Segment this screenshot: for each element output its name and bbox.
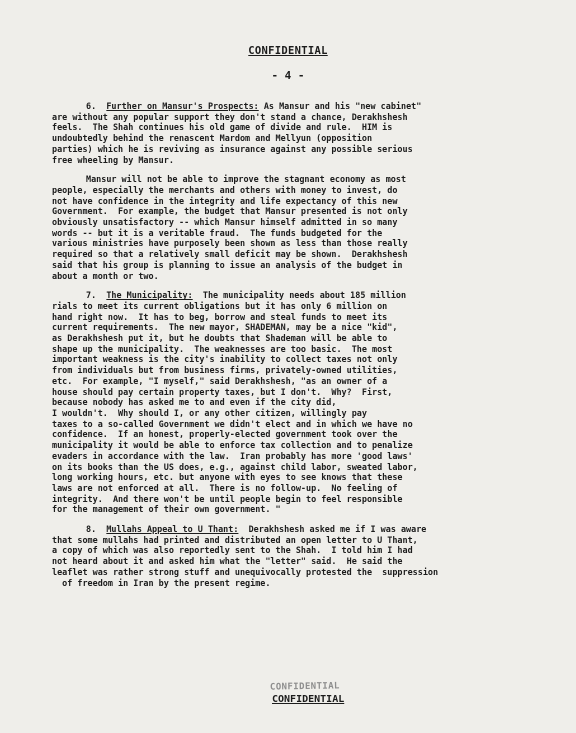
text-line bbox=[52, 545, 540, 556]
text-line bbox=[52, 185, 540, 196]
line-text: etc. For example, "I myself," said Derakhshesh, "as an owner of a bbox=[52, 375, 388, 386]
text-line bbox=[52, 322, 540, 333]
line-text: municipality it would be able to enforce tax collection and to penalize bbox=[52, 440, 413, 451]
line-text: people, especially the merchants and others with money to invest, do bbox=[52, 184, 398, 195]
text-line bbox=[52, 556, 540, 567]
classification-stamp: CONFIDENTIAL bbox=[269, 681, 340, 693]
text-line bbox=[52, 567, 540, 578]
line-text: current requirements. The new mayor, SHADEMAN, may be a nice "kid", bbox=[52, 322, 398, 333]
line-text: shape up the municipality. The weaknesses are too basic. The most bbox=[52, 343, 393, 354]
paragraph-heading: Further on Mansur's Prospects: bbox=[106, 101, 259, 111]
header-classification: CONFIDENTIAL bbox=[248, 45, 328, 57]
text-line bbox=[52, 462, 540, 473]
text-line bbox=[52, 344, 540, 355]
line-text: I wouldn't. Why should I, or any other citizen, willingly pay bbox=[52, 407, 367, 418]
line-text: because nobody has asked me to and even if the city did, bbox=[52, 397, 337, 408]
text-line bbox=[52, 440, 540, 451]
paragraph-number: 6. bbox=[86, 101, 97, 111]
text-line bbox=[52, 260, 540, 271]
line-text: about a month or two. bbox=[52, 270, 159, 281]
text-line bbox=[52, 419, 540, 430]
paragraph bbox=[52, 101, 540, 165]
paragraph-heading: The Municipality: bbox=[106, 290, 193, 301]
line-text: various ministries have purposely been shown as less than those really bbox=[52, 238, 408, 249]
text-line bbox=[52, 238, 540, 249]
line-text: rials to meet its current obligations but it has only 6 million on bbox=[52, 300, 388, 311]
line-text: taxes to a so-called Government we didn't elect and in which we have no bbox=[52, 418, 413, 429]
text-line bbox=[52, 494, 540, 505]
paragraph bbox=[52, 290, 540, 515]
text-line bbox=[52, 249, 540, 260]
text-line bbox=[52, 122, 540, 133]
footer-classification: CONFIDENTIAL bbox=[272, 694, 345, 705]
text-line bbox=[52, 217, 540, 228]
paragraph-heading: Mullahs Appeal to U Thant: bbox=[106, 524, 239, 535]
text-line bbox=[52, 387, 540, 398]
text-line bbox=[52, 354, 540, 365]
text-line bbox=[52, 155, 540, 166]
line-text: for the management of their own government. " bbox=[52, 504, 281, 515]
text-line bbox=[52, 397, 540, 408]
text-line bbox=[52, 365, 540, 376]
text-line bbox=[52, 290, 540, 301]
line-text: obviously unsatisfactory -- which Mansur himself admitted in so many bbox=[52, 217, 398, 228]
paragraph-number: 8. bbox=[86, 524, 97, 535]
line-text: from individuals but from business firms, privately-owned utilities, bbox=[52, 365, 398, 376]
line-text: evaders in accordance with the law. Iran probably has more 'good laws' bbox=[52, 450, 413, 461]
line-text: on its books than the US does, e.g., against child labor, sweated labor, bbox=[52, 461, 418, 472]
line-text: not heard about it and asked him what the "letter" said. He said the bbox=[52, 556, 403, 567]
line-text: Derakhshesh asked me if I was aware bbox=[238, 524, 427, 535]
text-line bbox=[52, 228, 540, 239]
paragraph bbox=[52, 174, 540, 281]
page-number: - 4 - bbox=[271, 69, 305, 82]
line-text: feels. The Shah continues his old game of divide and rule. HIM is bbox=[52, 122, 393, 133]
text-line bbox=[52, 144, 540, 155]
line-text: that some mullahs had printed and distributed an open letter to U Thant, bbox=[52, 534, 418, 545]
text-line bbox=[52, 472, 540, 483]
text-line bbox=[52, 301, 540, 312]
text-line bbox=[52, 101, 540, 112]
text-line bbox=[52, 333, 540, 344]
line-text: required so that a relatively small deficit may be shown. Derakhshesh bbox=[52, 249, 408, 260]
line-text: words -- but it is a veritable fraud. The funds budgeted for the bbox=[52, 227, 383, 238]
line-text: long working hours, etc. but anyone with eyes to see knows that these bbox=[52, 472, 403, 483]
text-line bbox=[52, 451, 540, 462]
line-text: leaflet was rather strong stuff and unequivocally protested the suppression bbox=[52, 566, 439, 577]
line-text: not have confidence in the integrity and life expectancy of this new bbox=[52, 195, 398, 206]
paragraph bbox=[52, 524, 540, 588]
text-line bbox=[52, 408, 540, 419]
line-text: important weakness is the city's inability to collect taxes not only bbox=[52, 354, 398, 365]
line-text: are without any popular support they don't stand a chance, Derakhshesh bbox=[52, 111, 408, 122]
text-line bbox=[52, 429, 540, 440]
text-line bbox=[52, 196, 540, 207]
text-line bbox=[52, 312, 540, 323]
line-text: parties) which he is reviving as insurance against any possible serious bbox=[52, 143, 413, 154]
line-text: a copy of which was also reportedly sent to the Shah. I told him I had bbox=[52, 545, 413, 556]
text-line bbox=[52, 133, 540, 144]
text-line bbox=[52, 578, 540, 589]
line-text: The municipality needs about 185 million bbox=[192, 290, 407, 301]
line-text: house should pay certain property taxes, but I don't. Why? First, bbox=[52, 386, 393, 397]
text-line bbox=[52, 504, 540, 515]
line-text: Mansur will not be able to improve the stagnant economy as most bbox=[86, 174, 407, 185]
text-line bbox=[52, 376, 540, 387]
text-line bbox=[52, 524, 540, 535]
line-text: as Derakhshesh put it, but he doubts that Shademan will be able to bbox=[52, 333, 388, 344]
line-text: integrity. And there won't be until people begin to feel responsible bbox=[52, 493, 403, 504]
text-line bbox=[52, 112, 540, 123]
line-text: of freedom in Iran by the present regime. bbox=[52, 577, 271, 588]
text-line bbox=[52, 483, 540, 494]
line-text: laws are not enforced at all. There is no follow-up. No feeling of bbox=[52, 482, 398, 493]
text-line bbox=[52, 535, 540, 546]
line-text: Government. For example, the budget that Mansur presented is not only bbox=[52, 206, 408, 217]
line-text: undoubtedly behind the renascent Mardom and Mellyun (opposition bbox=[52, 133, 373, 144]
line-text: said that his group is planning to issue an analysis of the budget in bbox=[52, 259, 403, 270]
line-text: As Mansur and his "new cabinet" bbox=[258, 101, 422, 111]
document-body bbox=[52, 101, 540, 597]
text-line bbox=[52, 174, 540, 185]
text-line bbox=[52, 206, 540, 217]
paragraph-number: 7. bbox=[86, 290, 97, 301]
line-text: free wheeling by Mansur. bbox=[52, 154, 174, 165]
line-text: hand right now. It has to beg, borrow and steal funds to meet its bbox=[52, 311, 388, 322]
text-line bbox=[52, 271, 540, 282]
line-text: confidence. If an honest, properly-elected government took over the bbox=[52, 429, 398, 440]
